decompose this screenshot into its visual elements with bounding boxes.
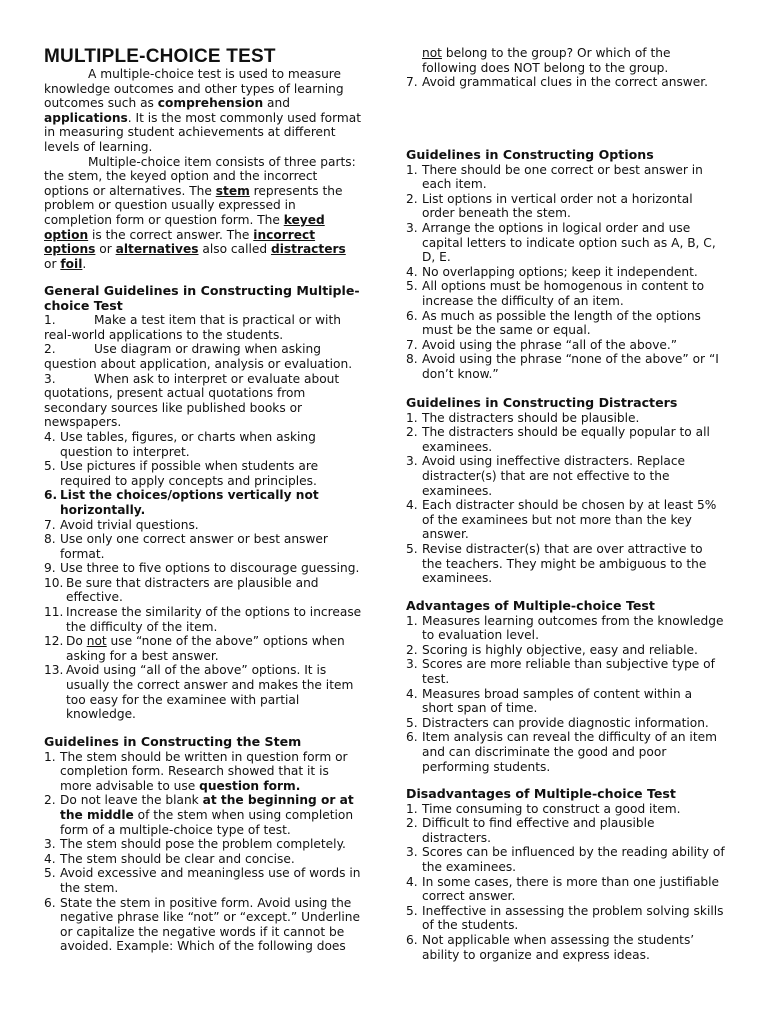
- item-text: The stem should pose the problem completely.: [60, 837, 346, 852]
- list-item: [44, 313, 362, 342]
- list-item: [406, 46, 726, 75]
- item-number: 2.: [406, 642, 418, 657]
- item-text: belong to the group? Or which of the following does NOT belong to the group.: [422, 46, 671, 75]
- term-incorrect-options: incorrect options: [44, 227, 316, 257]
- advantages-list: [406, 614, 726, 775]
- list-item: [44, 663, 362, 721]
- item-text-underlined: not: [422, 46, 442, 60]
- list-item: [44, 896, 362, 954]
- intro-text: represents the problem or question usually expressed in completion form or question form. The: [44, 183, 343, 227]
- item-number: 2.: [44, 793, 56, 808]
- item-number: 3.: [406, 845, 418, 860]
- item-number: 5.: [44, 459, 56, 474]
- item-text: Measures learning outcomes from the knowledge to evaluation level.: [422, 613, 724, 643]
- intro-text: or: [44, 256, 61, 271]
- list-item: [406, 221, 726, 265]
- item-number: 4.: [406, 874, 418, 889]
- item-number: 4.: [44, 429, 56, 444]
- item-number: 1.: [406, 801, 418, 816]
- item-text: Scoring is highly objective, easy and reliable.: [422, 642, 698, 657]
- item-number: 6.: [44, 895, 56, 910]
- list-item: [44, 372, 362, 430]
- item-number: 4.: [44, 851, 56, 866]
- distracters-guidelines-heading: Guidelines in Constructing Distracters: [406, 395, 678, 410]
- list-item: [406, 802, 726, 817]
- item-number: 7.: [406, 337, 418, 352]
- list-item: [44, 837, 362, 852]
- list-item: [406, 454, 726, 498]
- item-number: 2.: [406, 425, 418, 440]
- item-number: 1.: [44, 313, 56, 328]
- list-item: [44, 518, 362, 533]
- item-text: Do: [66, 634, 87, 649]
- item-text: Increase the similarity of the options to increase the difficulty of the item.: [66, 605, 362, 634]
- item-text-underlined: not: [86, 634, 107, 649]
- item-text: As much as possible the length of the options must be the same or equal.: [422, 308, 701, 338]
- item-text: Avoid trivial questions.: [60, 517, 199, 532]
- item-number: 1.: [44, 749, 56, 764]
- list-item: [406, 643, 726, 658]
- distracters-guidelines-section: [406, 396, 726, 586]
- item-number: 10.: [44, 575, 64, 590]
- term-stem: stem: [215, 183, 250, 198]
- term-alternatives: alternatives: [115, 242, 199, 257]
- item-number: 1.: [406, 410, 418, 425]
- stem-guidelines-section: [44, 735, 362, 954]
- list-item: [44, 866, 362, 895]
- item-text: No overlapping options; keep it independent.: [422, 264, 698, 279]
- stem-guidelines-heading: Guidelines in Constructing the Stem: [44, 734, 302, 749]
- item-text: Avoid using the phrase “none of the above” or “I don’t know.”: [422, 352, 719, 381]
- distracters-guidelines-list: [406, 411, 726, 586]
- options-guidelines-section: [406, 148, 726, 382]
- term-applications: applications: [44, 110, 128, 125]
- list-item: [406, 498, 726, 542]
- item-number: 13.: [44, 663, 64, 678]
- intro-paragraph-2: [44, 155, 362, 272]
- item-number: 3.: [406, 454, 418, 469]
- list-item: [406, 75, 726, 90]
- item-text: Measures broad samples of content within a short span of time.: [422, 686, 693, 716]
- list-item: [406, 309, 726, 338]
- options-guidelines-heading: Guidelines in Constructing Options: [406, 147, 654, 162]
- item-text: of the stem when using completion form of a multiple-choice type of test.: [60, 807, 354, 837]
- item-number: 5.: [406, 541, 418, 556]
- list-item: [44, 488, 362, 517]
- item-text: Use diagram or drawing when asking question about application, analysis or evaluation.: [44, 342, 353, 371]
- item-text: In some cases, there is more than one justifiable correct answer.: [422, 874, 720, 904]
- item-number: 3.: [406, 657, 418, 672]
- item-text: Use tables, figures, or charts when asking question to interpret.: [60, 429, 316, 459]
- item-text: When ask to interpret or evaluate about quotations, present actual quotations from secondary sources like published books or newspapers.: [44, 371, 340, 430]
- list-item: [406, 192, 726, 221]
- item-text: Distracters can provide diagnostic information.: [422, 715, 709, 730]
- item-number: 3.: [44, 837, 56, 852]
- list-item: [44, 750, 362, 794]
- intro-text: or: [95, 242, 116, 257]
- item-number: 12.: [44, 634, 64, 649]
- intro-section: [44, 67, 362, 271]
- item-text: Use pictures if possible when students are required to apply concepts and principles.: [60, 459, 319, 488]
- item-text: Ineffective in assessing the problem solving skills of the students.: [422, 903, 724, 933]
- item-text: Avoid excessive and meaningless use of words in the stem.: [60, 866, 361, 895]
- list-item: [406, 411, 726, 426]
- item-text: The distracters should be equally popular to all examinees.: [422, 425, 710, 454]
- list-item: [44, 532, 362, 561]
- list-item: [406, 279, 726, 308]
- item-text: Avoid using ineffective distracters. Replace distracter(s) that are not effective to the examinees.: [422, 454, 686, 498]
- item-text: State the stem in positive form. Avoid using the negative phrase like “not” or “except.” Underline or capitalize the negative words if it cannot be avoided. Example: Which of the following does: [60, 895, 360, 954]
- item-number: 2.: [406, 191, 418, 206]
- list-item: [44, 430, 362, 459]
- list-item: [406, 875, 726, 904]
- list-item: [44, 576, 362, 605]
- list-item: [406, 716, 726, 731]
- stem-guidelines-continued: [406, 46, 726, 90]
- list-item: [44, 605, 362, 634]
- general-guidelines-heading: General Guidelines in Constructing Multiple-choice Test: [44, 283, 360, 313]
- item-text: Avoid using the phrase “all of the above.”: [422, 337, 678, 352]
- item-text: Each distracter should be chosen by at least 5% of the examinees but not more than the key answer.: [422, 498, 717, 542]
- item-text-bold: question form.: [199, 778, 301, 793]
- term-comprehension: comprehension: [157, 96, 264, 111]
- item-text: Avoid grammatical clues in the correct answer.: [422, 75, 709, 90]
- stem-guidelines-list-continued: [406, 46, 726, 90]
- item-number: 6.: [406, 308, 418, 323]
- stem-guidelines-list: [44, 750, 362, 954]
- item-text: Use only one correct answer or best answer format.: [60, 532, 328, 561]
- list-item: [406, 904, 726, 933]
- item-text: Revise distracter(s) that are over attractive to the teachers. They might be ambiguous to the examinees.: [422, 541, 707, 586]
- item-number: 1.: [406, 162, 418, 177]
- list-item: [406, 730, 726, 774]
- item-number: 8.: [406, 352, 418, 367]
- list-item: [406, 614, 726, 643]
- item-text: Be sure that distracters are plausible and effective.: [66, 575, 319, 605]
- list-item: [406, 816, 726, 845]
- options-guidelines-list: [406, 163, 726, 382]
- item-text-bold: at the beginning or at the middle: [60, 793, 354, 822]
- item-text: The stem should be clear and concise.: [60, 851, 295, 866]
- item-number: 11.: [44, 605, 64, 620]
- item-text: The distracters should be plausible.: [422, 410, 640, 425]
- item-number: 6.: [406, 932, 418, 947]
- intro-text: Multiple-choice item consists of three parts: the stem, the keyed option and the incorrect options or alternatives. The: [44, 154, 356, 198]
- list-item: [406, 163, 726, 192]
- intro-text: is the correct answer. The: [88, 227, 254, 242]
- item-text: Scores can be influenced by the reading ability of the examinees.: [422, 845, 725, 874]
- item-text: Difficult to find effective and plausible distracters.: [422, 816, 655, 845]
- item-number: 4.: [406, 498, 418, 513]
- list-item: [406, 352, 726, 381]
- item-number: 2.: [406, 816, 418, 831]
- item-number: 5.: [406, 903, 418, 918]
- item-number: 5.: [406, 279, 418, 294]
- term-distracters: distracters: [270, 242, 346, 257]
- list-item: [406, 542, 726, 586]
- item-number: 6.: [406, 730, 418, 745]
- item-number: 2.: [44, 342, 56, 357]
- disadvantages-heading: Disadvantages of Multiple-choice Test: [406, 786, 676, 801]
- item-text: The stem should be written in question form or completion form. Research showed that it is more advisable to use: [60, 749, 348, 793]
- intro-text: and: [263, 96, 290, 111]
- item-number: 9.: [44, 561, 56, 576]
- page-title: MULTIPLE-CHOICE TEST: [44, 46, 276, 67]
- item-number: 5.: [406, 715, 418, 730]
- list-item: [406, 265, 726, 280]
- list-item: [406, 657, 726, 686]
- item-text: Use three to five options to discourage guessing.: [60, 561, 360, 576]
- item-text: Time consuming to construct a good item.: [422, 801, 681, 816]
- item-text: Scores are more reliable than subjective type of test.: [422, 657, 715, 686]
- intro-text: also called: [198, 242, 271, 257]
- item-number: 3.: [406, 220, 418, 235]
- item-text: There should be one correct or best answer in each item.: [422, 162, 703, 192]
- item-text: Not applicable when assessing the students’ ability to organize and express ideas.: [422, 932, 695, 962]
- list-item: [406, 687, 726, 716]
- list-item: [44, 342, 362, 371]
- item-text: List the choices/options vertically not horizontally.: [60, 488, 319, 517]
- list-item: [406, 338, 726, 353]
- list-item: [406, 933, 726, 962]
- list-item: [406, 425, 726, 454]
- item-number: 7.: [406, 75, 418, 90]
- list-item: [44, 852, 362, 867]
- general-guidelines-section: [44, 284, 362, 722]
- item-text: use “none of the above” options when asking for a best answer.: [66, 634, 345, 663]
- disadvantages-section: [406, 787, 726, 962]
- disadvantages-list: [406, 802, 726, 963]
- item-text: List options in vertical order not a horizontal order beneath the stem.: [422, 191, 693, 221]
- item-text: All options must be homogenous in content to increase the difficulty of an item.: [422, 279, 705, 308]
- list-item: [44, 634, 362, 663]
- list-item: [406, 845, 726, 874]
- intro-paragraph-1: [44, 67, 362, 155]
- list-item: [44, 459, 362, 488]
- general-guidelines-list: [44, 313, 362, 722]
- item-text: Arrange the options in logical order and use capital letters to indicate option such as A, B, C, D, E.: [422, 220, 716, 265]
- item-number: 3.: [44, 371, 56, 386]
- list-item: [44, 561, 362, 576]
- item-number: 5.: [44, 866, 56, 881]
- advantages-heading: Advantages of Multiple-choice Test: [406, 598, 655, 613]
- advantages-section: [406, 599, 726, 774]
- term-foil: foil: [60, 256, 83, 271]
- item-number: 4.: [406, 686, 418, 701]
- item-text: Avoid using “all of the above” options. It is usually the correct answer and makes the item too easy for the examinee with partial knowledge.: [66, 663, 354, 722]
- item-text: Make a test item that is practical or with real-world applications to the students.: [44, 313, 341, 342]
- item-text: Do not leave the blank: [60, 793, 203, 808]
- term-keyed-option: keyed option: [44, 212, 325, 242]
- intro-text: A multiple-choice test is used to measure knowledge outcomes and other types of learning outcomes such as: [44, 67, 344, 111]
- item-number: 7.: [44, 517, 56, 532]
- item-number: 6.: [44, 488, 58, 503]
- item-number: 8.: [44, 532, 56, 547]
- list-item: [44, 793, 362, 837]
- intro-text: .: [82, 256, 87, 271]
- intro-text: . It is the most commonly used format in measuring student achievements at different levels of learning.: [44, 110, 362, 154]
- item-text: Item analysis can reveal the difficulty of an item and can discriminate the good and poor performing students.: [422, 730, 717, 774]
- item-number: 4.: [406, 264, 418, 279]
- item-number: 1.: [406, 613, 418, 628]
